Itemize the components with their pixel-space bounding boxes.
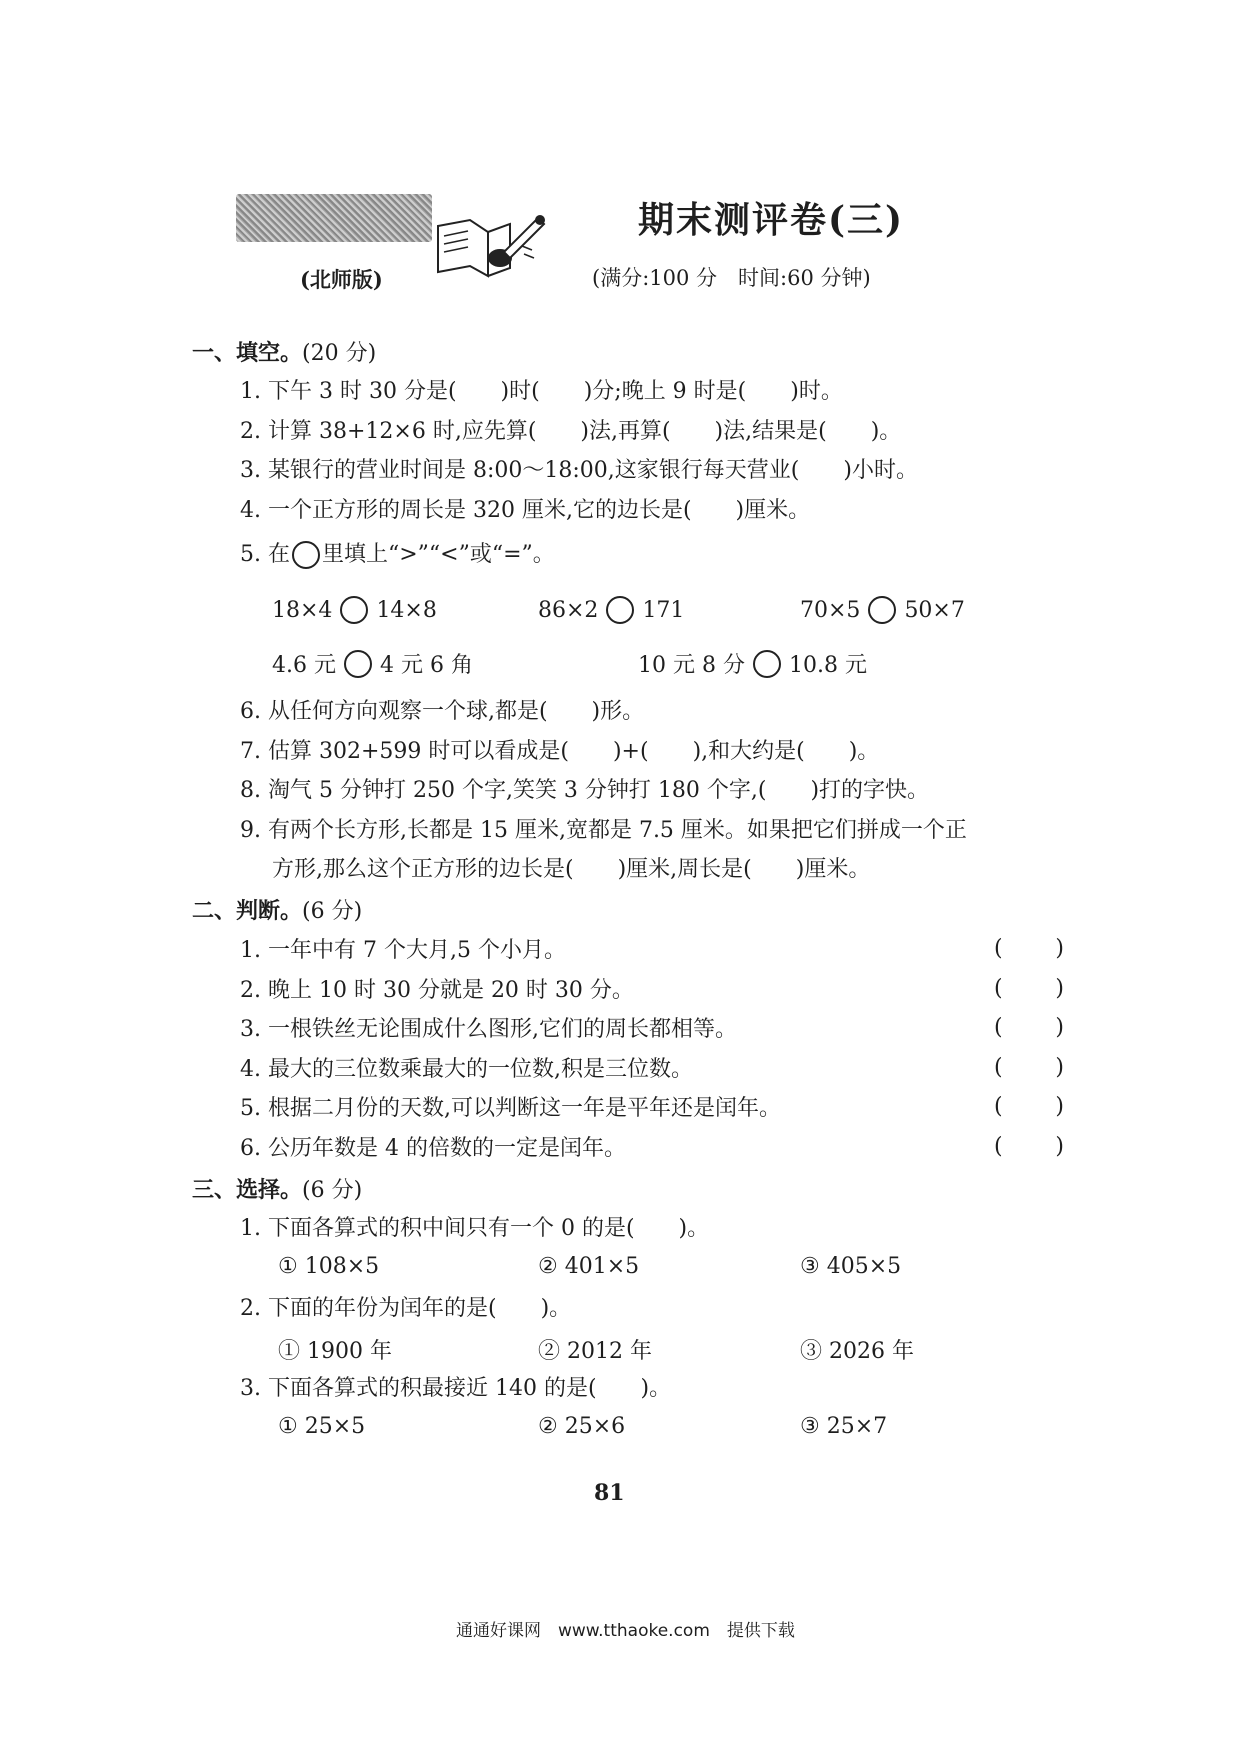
footer-credit: 通通好课网 www.tthaoke.com 提供下载	[456, 1621, 795, 1641]
page-number: 81	[594, 1480, 625, 1506]
page-title: 期末测评卷(三)	[638, 199, 905, 241]
question-text: 5. 在 里填上“>”“<”或“=”。	[240, 542, 555, 567]
choice-option: ① 25×5	[278, 1414, 366, 1439]
question-text: 4. 一个正方形的周长是 320 厘米,它的边长是( )厘米。	[240, 498, 811, 523]
choice-question: 2. 下面的年份为闰年的是( )。	[240, 1296, 572, 1321]
choice-question: 1. 下面各算式的积中间只有一个 0 的是( )。	[240, 1216, 710, 1241]
compare-item: 10 元 8 分 10.8 元	[638, 648, 867, 679]
question-text: 1. 下午 3 时 30 分是( )时( )分;晚上 9 时是( )时。	[240, 379, 843, 404]
judge-item: 2. 晚上 10 时 30 分就是 20 时 30 分。	[240, 978, 634, 1003]
compare-circle	[753, 650, 781, 678]
answer-parens: ( )	[994, 936, 1064, 961]
compare-circle	[292, 541, 320, 569]
question-text: 2. 计算 38+12×6 时,应先算( )法,再算( )法,结果是( )。	[240, 419, 902, 444]
choice-option: ③ 2026 年	[800, 1339, 914, 1364]
answer-parens: ( )	[994, 1134, 1064, 1159]
exam-meta: (满分:100 分 时间:60 分钟)	[592, 266, 871, 290]
question-text: 方形,那么这个正方形的边长是( )厘米,周长是( )厘米。	[272, 857, 871, 882]
judge-item: 4. 最大的三位数乘最大的一位数,积是三位数。	[240, 1057, 693, 1082]
choice-option: ① 108×5	[278, 1254, 380, 1279]
answer-parens: ( )	[994, 976, 1064, 1001]
question-text: 7. 估算 302+599 时可以看成是( )+( ),和大约是( )。	[240, 739, 880, 764]
header-stamp	[236, 194, 432, 242]
compare-item: 4.6 元 4 元 6 角	[272, 648, 473, 679]
choice-option: ② 401×5	[538, 1254, 640, 1279]
answer-parens: ( )	[994, 1055, 1064, 1080]
section-title: 二、判断。(6 分)	[192, 898, 363, 924]
judge-item: 5. 根据二月份的天数,可以判断这一年是平年还是闰年。	[240, 1096, 781, 1121]
question-text: 8. 淘气 5 分钟打 250 个字,笑笑 3 分钟打 180 个字,( )打的字快。	[240, 778, 930, 803]
compare-item: 70×5 50×7	[800, 597, 965, 623]
judge-item: 3. 一根铁丝无论围成什么图形,它们的周长都相等。	[240, 1017, 737, 1042]
compare-circle	[344, 650, 372, 678]
answer-parens: ( )	[994, 1094, 1064, 1119]
choice-option: ③ 405×5	[800, 1254, 902, 1279]
compare-circle	[340, 596, 368, 624]
choice-option: ③ 25×7	[800, 1414, 888, 1439]
compare-item: 86×2 171	[538, 597, 685, 623]
question-text: 3. 某银行的营业时间是 8:00～18:00,这家银行每天营业( )小时。	[240, 458, 918, 483]
compare-circle	[868, 596, 896, 624]
question-text: 9. 有两个长方形,长都是 15 厘米,宽都是 7.5 厘米。如果把它们拼成一个正	[240, 818, 967, 843]
section-title: 三、选择。(6 分)	[192, 1177, 363, 1203]
choice-option: ② 25×6	[538, 1414, 626, 1439]
section-title: 一、填空。(20 分)	[192, 340, 377, 366]
choice-option: ② 2012 年	[538, 1339, 652, 1364]
choice-question: 3. 下面各算式的积最接近 140 的是( )。	[240, 1376, 672, 1401]
book-pen-icon	[430, 206, 550, 286]
compare-item: 18×4 14×8	[272, 597, 437, 623]
question-text: 6. 从任何方向观察一个球,都是( )形。	[240, 699, 645, 724]
choice-option: ① 1900 年	[278, 1339, 392, 1364]
judge-item: 1. 一年中有 7 个大月,5 个小月。	[240, 938, 566, 963]
judge-item: 6. 公历年数是 4 的倍数的一定是闰年。	[240, 1136, 626, 1161]
edition-label: (北师版)	[300, 267, 383, 292]
compare-circle	[606, 596, 634, 624]
answer-parens: ( )	[994, 1015, 1064, 1040]
